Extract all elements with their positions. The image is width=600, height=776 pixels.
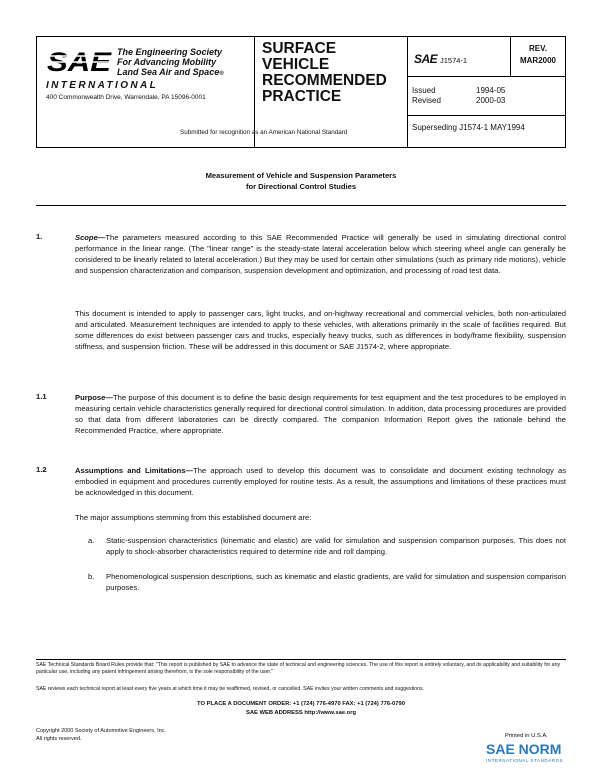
section-1-2-paragraph-2: The major assumptions stemming from this established document are:: [75, 513, 312, 522]
doc-type-line-3: RECOMMENDED: [262, 72, 387, 89]
item-a-label: a.: [88, 536, 95, 545]
rev-label: REV.: [529, 44, 547, 53]
title-line-2: for Directional Control Studies: [245, 182, 357, 191]
section-1-2-number: 1.2: [36, 465, 47, 474]
doc-prefix: SAE: [414, 52, 438, 66]
footer-rules-text: SAE Technical Standards Board Rules provide that: "This report is published by SAE to advance the state of technical and engineering sciences. The use of this report is entirely voluntary, and its applicability and suitability for any particular use, including any patent infringement arising therefrom, is the sole responsibility of the user.": [36, 662, 561, 675]
doc-type-line-1: SURFACE: [262, 40, 337, 57]
document-title: [36, 170, 566, 192]
header-rule-2: [407, 115, 566, 116]
doc-type-line-2: VEHICLE: [262, 56, 330, 73]
footer-review-text: SAE reviews each technical report at least every five years at which time it may be reaffirmed, revised, or cancelled. SAE invites your written comments and suggestions.: [36, 686, 424, 692]
header-rule-1: [407, 76, 566, 77]
watermark-subtitle: INTERNATIONAL STANDARDS: [486, 758, 564, 763]
section-1-scope: [75, 232, 566, 276]
rev-value: MAR2000: [519, 56, 556, 65]
document-type: [262, 41, 387, 105]
title-rule: [36, 205, 566, 206]
org-line-1: The Engineering Society: [117, 47, 223, 57]
international-label: INTERNATIONAL: [46, 80, 159, 91]
title-line-1: Measurement of Vehicle and Suspension Parameters: [205, 171, 397, 180]
section-1-number: 1.: [36, 232, 43, 241]
rights-line: All rights reserved.: [36, 736, 82, 742]
section-1-2-assumptions: [75, 465, 566, 498]
footer-rule: [36, 659, 566, 660]
section-1-1-paragraph: The purpose of this document is to define the basic design requirements for test equipment and the test procedures to be employed in measuring certain vehicle characteristics generally required for directional control simulation. In addition, data processing procedures are provided so that data from different laboratories can be directly compared. The companion Information Report gives the rationale behind the Recommended Practice, where appropriate.: [75, 393, 566, 436]
svg-text:SAE: SAE: [47, 47, 113, 75]
section-1-title: Scope—: [75, 233, 106, 242]
item-a-text: Static-suspension characteristics (kinematic and elastic) are valid for simulation and suspension comparison purposes. This does not apply to shock-absorber characteristics required to determine ride and roll damping.: [106, 536, 566, 557]
section-1-paragraph-1: The parameters measured according to this SAE Recommended Practice will generally be used in simulating directional control performance in the linear range. (The "linear range" is the steady-state lateral acceleration below which steering wheel angle can generally be considered to be linearly related to lateral acceleration.) But they may be used for certain other simulations (such as primary ride motions), vehicle and suspension characterization and comparison, suspension development and optimization, and processing of road test data.: [75, 233, 566, 276]
order-info: TO PLACE A DOCUMENT ORDER: +1 (724) 776-4970 FAX: +1 (724) 776-0790: [197, 701, 405, 707]
doc-number: J1574-1: [440, 56, 468, 65]
revised-value: 2000-03: [476, 96, 506, 105]
org-line-2: For Advancing Mobility: [117, 57, 217, 67]
copyright-line: Copyright 2000 Society of Automotive Engineers, Inc.: [36, 728, 166, 734]
web-address: SAE WEB ADDRESS http://www.sae.org: [245, 710, 357, 716]
printed-note: Printed in U.S.A.: [505, 733, 548, 739]
section-1-2-paragraph-1: The approach used to develop this document was to consolidate and document existing technology as embodied in equipment and procedures currently employed for routine tests. As a result, the assumptions and limitations of these practices must be acknowledged in this document.: [75, 466, 567, 498]
org-description: [117, 47, 224, 79]
issued-label: Issued: [412, 86, 436, 95]
submitted-note: Submitted for recognition as an American National Standard: [180, 129, 348, 136]
section-1-1-purpose: [75, 392, 566, 436]
watermark-logo: SAE NORM: [486, 741, 562, 757]
revised-label: Revised: [412, 96, 441, 105]
sae-logo: [46, 47, 114, 75]
section-1-1-number: 1.1: [36, 392, 47, 401]
doc-type-line-4: PRACTICE: [262, 88, 342, 105]
header-divider-2: [407, 36, 408, 148]
registered-mark: ®: [219, 71, 224, 77]
section-1-1-title: Purpose—: [75, 393, 113, 402]
dates-block: [412, 86, 506, 106]
item-b-label: b.: [88, 572, 95, 581]
issued-value: 1994-05: [476, 86, 506, 95]
item-b-text: Phenomenological suspension descriptions, such as kinematic and elastic gradients, are valid for simulation and suspension comparison purposes.: [106, 572, 566, 593]
section-1-2-title: Assumptions and Limitations—: [75, 466, 194, 475]
superseding-note: Superseding J1574-1 MAY1994: [412, 123, 525, 132]
section-1-paragraph-2: This document is intended to apply to passenger cars, light trucks, and on-highway recreational and commercial vehicles, both non-articulated and articulated. Measurement techniques are intended to apply to these vehicles, with alterations primarily in the scale of facilities required. But some differences do exist between passenger cars and trucks, especially heavy trucks, such as differences in body/frame flexibility, suspension stiffness, and suspension friction. These will be addressed in this document or SAE J1574-2, where appropriate.: [75, 309, 566, 352]
copyright-block: [36, 727, 166, 743]
address: 400 Commonwealth Drive, Warrendale, PA 15096-0001: [46, 94, 206, 101]
org-line-3: Land Sea Air and Space: [117, 67, 220, 77]
